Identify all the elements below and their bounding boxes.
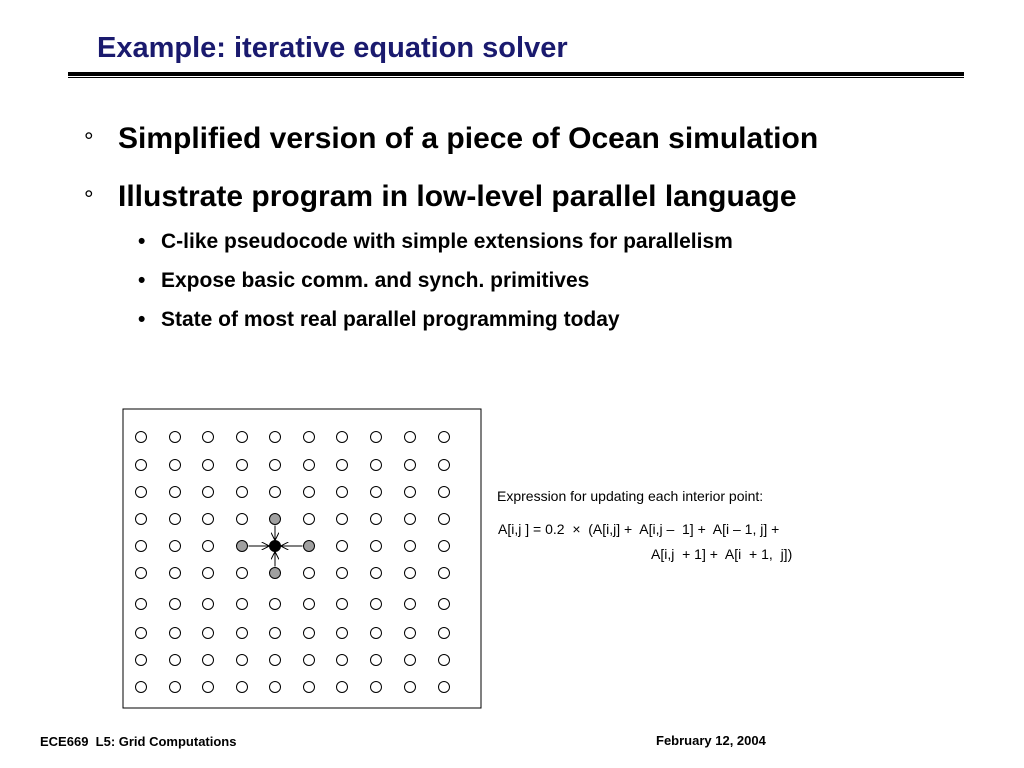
grid-point [405,568,416,579]
grid-point [405,514,416,525]
grid-point [203,432,214,443]
grid-point [405,432,416,443]
grid-point [304,568,315,579]
grid-point [237,514,248,525]
bullet-text: Illustrate program in low-level parallel language [118,180,797,213]
grid-point [337,655,348,666]
grid-point [270,460,281,471]
grid-point [136,541,147,552]
grid-point-neighbor [270,568,281,579]
grid-point [304,599,315,610]
grid-point [170,514,181,525]
grid-point [371,460,382,471]
grid-point [237,432,248,443]
grid-point [270,655,281,666]
grid-point [136,655,147,666]
expression-caption: Expression for updating each interior point: [497,488,764,504]
grid-point [337,541,348,552]
update-expression-line-2: A[i,j + 1] + A[i + 1, j]) [651,546,793,562]
grid-point [136,599,147,610]
grid-point [371,599,382,610]
sub-bullet-marker: • [138,230,146,253]
grid-point [203,682,214,693]
grid-point [439,568,450,579]
grid-point [405,541,416,552]
grid-point [170,487,181,498]
grid-point [237,599,248,610]
footer-date: February 12, 2004 [656,733,766,748]
grid-point [203,599,214,610]
bullet-marker: ° [84,128,94,155]
grid-point [136,487,147,498]
grid-point [203,568,214,579]
grid-point [371,541,382,552]
grid-point [337,599,348,610]
grid-point [337,568,348,579]
sub-bullet-text: State of most real parallel programming today [161,308,620,331]
grid-point [170,541,181,552]
grid-point [439,514,450,525]
grid-point [337,628,348,639]
grid-point [170,628,181,639]
grid-point [237,682,248,693]
grid-point [405,655,416,666]
grid-point [203,628,214,639]
grid-point [170,655,181,666]
grid-point [270,599,281,610]
grid-point [304,460,315,471]
grid-point [337,682,348,693]
grid-point [203,487,214,498]
grid-point [270,682,281,693]
grid-point [203,655,214,666]
grid-point [405,460,416,471]
grid-point [237,460,248,471]
update-expression-line-1: A[i,j ] = 0.2 × (A[i,j] + A[i,j – 1] + A[i – 1, j] + [498,521,780,537]
grid-point [203,460,214,471]
grid-point [371,432,382,443]
grid-point [304,514,315,525]
grid-point [304,432,315,443]
sub-bullet-text: Expose basic comm. and synch. primitives [161,269,590,292]
grid-points [136,432,450,693]
bullet-text: Simplified version of a piece of Ocean simulation [118,122,819,155]
grid-point [136,514,147,525]
grid-point [136,568,147,579]
grid-point-neighbor [270,514,281,525]
grid-point [170,568,181,579]
grid-point [439,487,450,498]
footer-course-label: ECE669 L5: Grid Computations [40,734,237,749]
grid-point [237,628,248,639]
grid-point [439,541,450,552]
grid-point [136,628,147,639]
sub-bullet-text: C-like pseudocode with simple extensions for parallelism [161,230,733,253]
grid-point [405,599,416,610]
grid-point [337,432,348,443]
grid-point [439,599,450,610]
grid-point [136,460,147,471]
sub-bullet-marker: • [138,308,146,331]
grid-point [304,682,315,693]
slide-title: Example: iterative equation solver [97,32,568,64]
grid-point [203,514,214,525]
grid-point [371,514,382,525]
grid-point [405,628,416,639]
grid-point-neighbor [237,541,248,552]
grid-point [170,599,181,610]
grid-point [304,487,315,498]
grid-point [439,432,450,443]
grid-point [237,568,248,579]
grid-point [371,568,382,579]
bullet-marker: ° [84,186,94,213]
grid-point [371,628,382,639]
grid-point [170,682,181,693]
grid-point [203,541,214,552]
grid-point [136,682,147,693]
grid-point-neighbor [304,541,315,552]
grid-point [270,628,281,639]
grid-point [439,682,450,693]
grid-point [337,487,348,498]
grid-point [439,655,450,666]
grid-point [439,628,450,639]
grid-point [371,682,382,693]
grid-point [170,460,181,471]
grid-point [337,514,348,525]
grid-point [371,487,382,498]
grid-point [337,460,348,471]
grid-point [304,655,315,666]
sub-bullet-marker: • [138,269,146,292]
grid-point [270,487,281,498]
grid-point [371,655,382,666]
grid-point-center [270,541,281,552]
grid-point [304,628,315,639]
grid-point [237,487,248,498]
grid-point [170,432,181,443]
grid-point [237,655,248,666]
grid-point [270,432,281,443]
grid-point [439,460,450,471]
grid-point [405,487,416,498]
grid-point [405,682,416,693]
grid-point [136,432,147,443]
